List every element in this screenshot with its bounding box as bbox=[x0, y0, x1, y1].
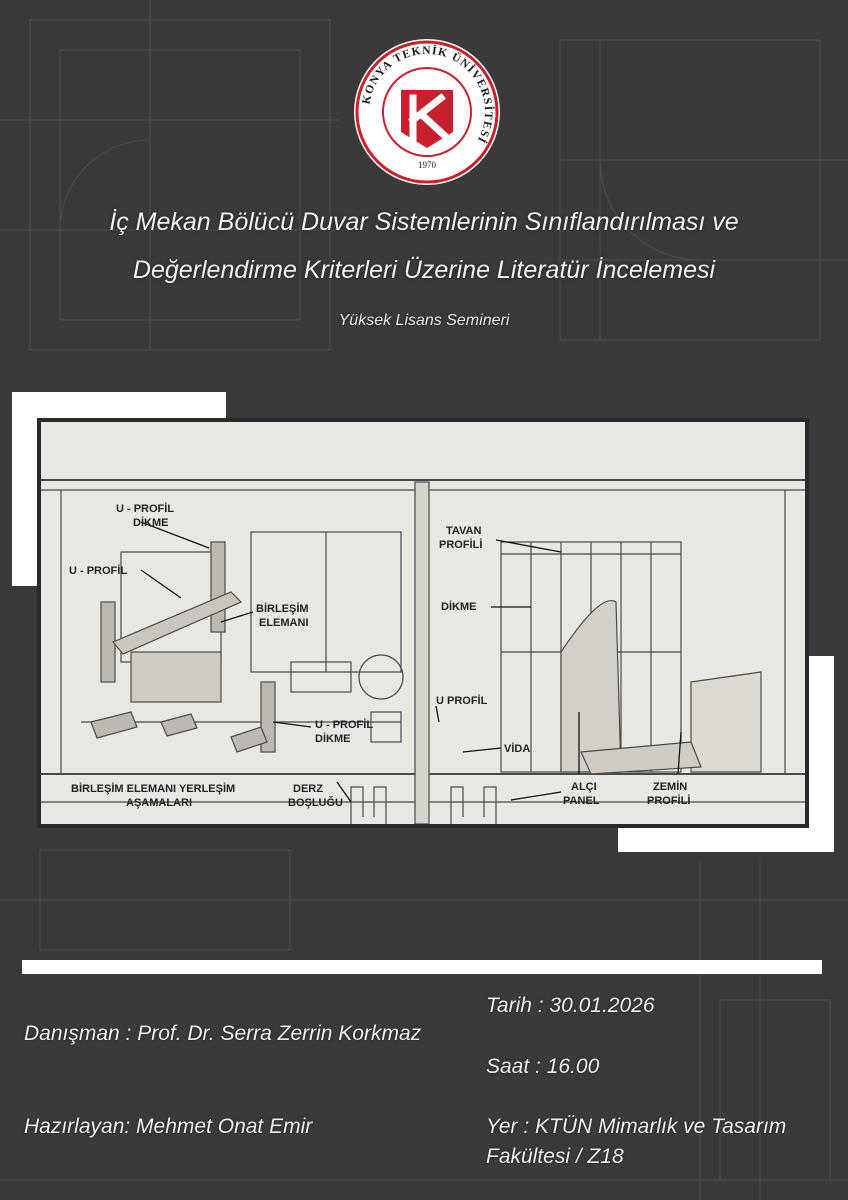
title-line-2: Değerlendirme Kriterleri Üzerine Literatür İncelemesi bbox=[132, 256, 716, 284]
label-u-profil: U - PROFİL bbox=[69, 565, 128, 577]
date-text: Tarih : 30.01.2026 bbox=[486, 994, 655, 1017]
label-birlesim-a: BİRLEŞİM bbox=[256, 603, 309, 615]
label-dikme: DİKME bbox=[441, 601, 477, 613]
label-zemin-a: ZEMİN bbox=[653, 781, 688, 793]
label-asama-b: AŞAMALARI bbox=[126, 797, 192, 809]
label-birlesim-b: ELEMANI bbox=[259, 617, 309, 629]
partition-wall-drawing bbox=[37, 418, 809, 828]
label-u-profil-dikme-1b: DİKME bbox=[133, 517, 169, 529]
drawing-canvas bbox=[41, 422, 805, 824]
university-seal-icon bbox=[353, 38, 501, 186]
label-u-profil-dikme-2b: DİKME bbox=[315, 733, 351, 745]
label-tavan-b: PROFİLİ bbox=[439, 539, 483, 551]
advisor-text: Danışman : Prof. Dr. Serra Zerrin Korkmaz bbox=[24, 1022, 422, 1045]
label-zemin-b: PROFİLİ bbox=[647, 795, 691, 807]
label-derz-a: DERZ bbox=[293, 783, 323, 795]
seal-ring-text: KONYA TEKNİK ÜNİVERSİTESİ bbox=[360, 44, 495, 146]
title-line-1: İç Mekan Bölücü Duvar Sistemlerinin Sınıflandırılması ve bbox=[109, 208, 739, 236]
prepared-by-text: Hazırlayan: Mehmet Onat Emir bbox=[24, 1115, 313, 1138]
divider-bar bbox=[22, 960, 822, 974]
label-tavan-a: TAVAN bbox=[446, 525, 482, 537]
time-text: Saat : 16.00 bbox=[486, 1055, 600, 1078]
location-line-2: Fakültesi / Z18 bbox=[486, 1145, 624, 1168]
seal-year: 1970 bbox=[418, 160, 436, 170]
label-u-profil-right: U PROFİL bbox=[436, 695, 488, 707]
subtitle: Yüksek Lisans Semineri bbox=[338, 312, 510, 329]
label-asama-a: BİRLEŞİM ELEMANI YERLEŞİM bbox=[71, 783, 236, 795]
label-derz-b: BOŞLUĞU bbox=[288, 797, 343, 809]
location-line-1: Yer : KTÜN Mimarlık ve Tasarım bbox=[486, 1115, 787, 1138]
label-alci-b: PANEL bbox=[563, 795, 600, 807]
label-alci-a: ALÇI bbox=[571, 781, 597, 793]
label-u-profil-dikme-1a: U - PROFİL bbox=[116, 503, 175, 515]
label-u-profil-dikme-2a: U - PROFİL bbox=[315, 719, 374, 731]
label-vida: VİDA bbox=[504, 743, 531, 755]
